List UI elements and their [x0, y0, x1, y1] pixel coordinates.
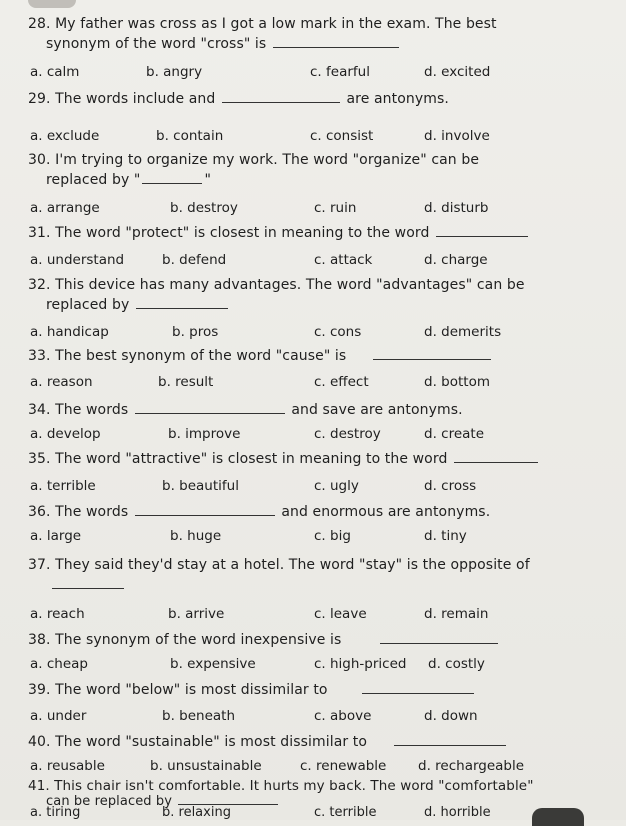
- options-36: [0, 526, 626, 546]
- option-b[interactable]: b. improve: [168, 426, 241, 442]
- question-text: 34. The words: [28, 402, 129, 418]
- option-a[interactable]: a. calm: [30, 64, 80, 80]
- options-31: [0, 250, 626, 270]
- question-text-cont: synonym of the word "cross" is: [46, 36, 267, 52]
- question-text: 32. This device has many advantages. The word "advantages" can be: [28, 277, 525, 293]
- option-c[interactable]: c. fearful: [310, 64, 370, 80]
- question-30: [28, 150, 608, 190]
- options-37: [0, 604, 626, 624]
- answer-blank[interactable]: [380, 631, 498, 644]
- options-34: [0, 424, 626, 444]
- question-text-cont: replaced by: [46, 297, 130, 313]
- answer-blank[interactable]: [178, 794, 278, 805]
- question-41: [28, 776, 618, 796]
- question-text-tail: and enormous are antonyms.: [281, 504, 491, 520]
- question-text-cont: replaced by ": [46, 172, 141, 188]
- options-33: [0, 372, 626, 392]
- answer-blank[interactable]: [273, 35, 399, 48]
- option-b[interactable]: b. destroy: [170, 200, 238, 216]
- answer-blank[interactable]: [52, 576, 124, 589]
- question-text-tail: ": [204, 172, 211, 188]
- option-c[interactable]: c. terrible: [314, 805, 377, 820]
- answer-blank[interactable]: [135, 503, 275, 516]
- option-c[interactable]: c. big: [314, 528, 351, 544]
- answer-blank[interactable]: [222, 90, 340, 103]
- option-c[interactable]: c. renewable: [300, 758, 387, 774]
- option-b[interactable]: b. pros: [172, 324, 219, 340]
- question-37: [28, 555, 608, 595]
- question-32: [28, 275, 608, 315]
- option-a[interactable]: a. cheap: [30, 656, 88, 672]
- option-d[interactable]: d. tiny: [424, 528, 467, 544]
- question-text: 41. This chair isn't comfortable. It hurts my back. The word "comfortable": [28, 778, 534, 794]
- option-a[interactable]: a. develop: [30, 426, 101, 442]
- option-b[interactable]: b. angry: [146, 64, 203, 80]
- question-text: 28. My father was cross as I got a low mark in the exam. The best: [28, 16, 497, 32]
- question-text: 33. The best synonym of the word "cause" is: [28, 348, 347, 364]
- question-text: 40. The word "sustainable" is most dissimilar to: [28, 734, 368, 750]
- answer-blank[interactable]: [436, 224, 528, 237]
- question-35: [28, 449, 608, 469]
- option-a[interactable]: a. tiring: [30, 805, 81, 820]
- option-d[interactable]: d. charge: [424, 252, 488, 268]
- option-c[interactable]: c. above: [314, 708, 372, 724]
- options-29: [0, 126, 626, 146]
- option-c[interactable]: c. consist: [310, 128, 374, 144]
- option-d[interactable]: d. horrible: [424, 805, 491, 820]
- answer-blank[interactable]: [362, 681, 474, 694]
- option-a[interactable]: a. terrible: [30, 478, 96, 494]
- option-c[interactable]: c. ruin: [314, 200, 357, 216]
- question-28: [28, 14, 608, 54]
- question-29: [28, 89, 608, 109]
- page-edge-mark: [28, 0, 76, 8]
- option-d[interactable]: d. create: [424, 426, 485, 442]
- option-b[interactable]: b. defend: [162, 252, 227, 268]
- option-c[interactable]: c. attack: [314, 252, 373, 268]
- option-b[interactable]: b. arrive: [168, 606, 225, 622]
- question-text-tail: are antonyms.: [346, 91, 449, 107]
- options-30: [0, 198, 626, 218]
- option-d[interactable]: d. involve: [424, 128, 490, 144]
- options-28: [0, 62, 626, 82]
- option-d[interactable]: d. cross: [424, 478, 477, 494]
- question-text: 38. The synonym of the word inexpensive is: [28, 632, 342, 648]
- option-c[interactable]: c. cons: [314, 324, 362, 340]
- answer-blank[interactable]: [394, 733, 506, 746]
- option-d[interactable]: d. remain: [424, 606, 489, 622]
- question-31: [28, 223, 608, 243]
- option-c[interactable]: c. effect: [314, 374, 369, 390]
- options-35: [0, 476, 626, 496]
- question-text-tail: and save are antonyms.: [291, 402, 463, 418]
- option-a[interactable]: a. arrange: [30, 200, 100, 216]
- options-32: [0, 322, 626, 342]
- option-b[interactable]: b. relaxing: [162, 805, 231, 820]
- option-a[interactable]: a. understand: [30, 252, 125, 268]
- option-c[interactable]: c. ugly: [314, 478, 359, 494]
- answer-blank[interactable]: [454, 450, 538, 463]
- option-d[interactable]: d. down: [424, 708, 478, 724]
- option-d[interactable]: d. excited: [424, 64, 491, 80]
- question-39: [28, 680, 608, 700]
- option-d[interactable]: d. demerits: [424, 324, 502, 340]
- answer-blank[interactable]: [373, 347, 491, 360]
- question-38: [28, 630, 608, 650]
- option-d[interactable]: d. costly: [428, 656, 485, 672]
- question-36: [28, 502, 608, 522]
- option-a[interactable]: a. reach: [30, 606, 85, 622]
- question-text: 30. I'm trying to organize my work. The word "organize" can be: [28, 152, 480, 168]
- option-b[interactable]: b. beneath: [162, 708, 236, 724]
- option-a[interactable]: a. large: [30, 528, 82, 544]
- option-d[interactable]: d. disturb: [424, 200, 489, 216]
- question-text: 29. The words include and: [28, 91, 216, 107]
- question-text: 36. The words: [28, 504, 129, 520]
- answer-blank[interactable]: [142, 171, 202, 184]
- option-c[interactable]: c. destroy: [314, 426, 381, 442]
- answer-blank[interactable]: [136, 296, 228, 309]
- answer-blank[interactable]: [135, 401, 285, 414]
- option-a[interactable]: a. reusable: [30, 758, 105, 774]
- option-b[interactable]: b. expensive: [170, 656, 256, 672]
- option-b[interactable]: b. beautiful: [162, 478, 239, 494]
- option-a[interactable]: a. under: [30, 708, 87, 724]
- question-text: 37. They said they'd stay at a hotel. The word "stay" is the opposite of: [28, 557, 530, 573]
- question-33: [28, 346, 608, 366]
- options-39: [0, 706, 626, 726]
- page-corner-tab: [532, 808, 584, 826]
- option-c[interactable]: c. leave: [314, 606, 367, 622]
- option-c[interactable]: c. high-priced: [314, 656, 407, 672]
- option-b[interactable]: b. unsustainable: [150, 758, 262, 774]
- question-text: 35. The word "attractive" is closest in meaning to the word: [28, 451, 448, 467]
- question-40: [28, 732, 608, 752]
- options-40: [0, 756, 626, 776]
- question-text: 31. The word "protect" is closest in meaning to the word: [28, 225, 430, 241]
- option-d[interactable]: d. rechargeable: [418, 758, 525, 774]
- question-text: 39. The word "below" is most dissimilar to: [28, 682, 328, 698]
- option-b[interactable]: b. huge: [170, 528, 222, 544]
- option-a[interactable]: a. handicap: [30, 324, 109, 340]
- question-text-cont: can be replaced by: [46, 794, 173, 809]
- option-a[interactable]: a. reason: [30, 374, 93, 390]
- option-b[interactable]: b. result: [158, 374, 214, 390]
- option-b[interactable]: b. contain: [156, 128, 224, 144]
- options-38: [0, 654, 626, 674]
- option-a[interactable]: a. exclude: [30, 128, 100, 144]
- question-34: [28, 400, 608, 420]
- option-d[interactable]: d. bottom: [424, 374, 490, 390]
